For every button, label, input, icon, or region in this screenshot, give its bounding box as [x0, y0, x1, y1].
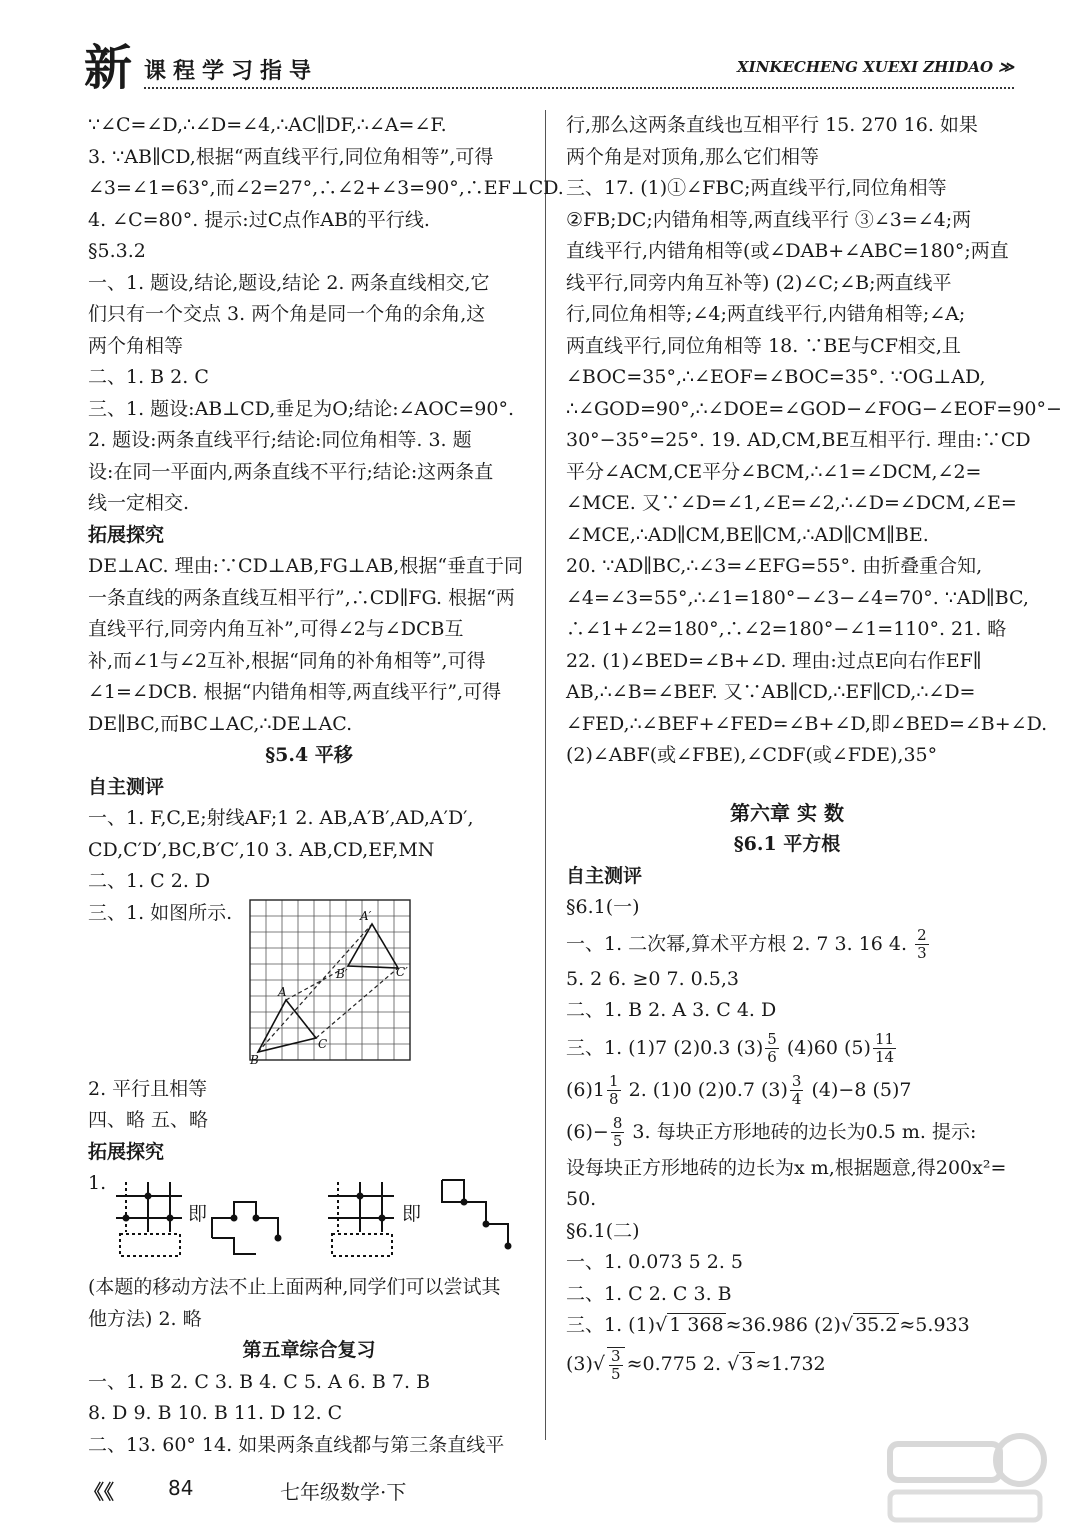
sub-section-6-1-2: §6.1(二)	[566, 1219, 640, 1242]
answer-line: DE⊥AC. 理由:∵CD⊥AB,FG⊥AB,根据“垂直于同	[88, 555, 524, 577]
answer-line: AB,∴∠B=∠BEF. 又∵AB∥CD,∴EF∥CD,∴∠D=	[566, 681, 976, 703]
answer-line: ∠MCE. 又∵∠D=∠1,∠E=∠2,∴∠D=∠DCM,∠E=	[566, 492, 1017, 514]
point-B: B	[250, 1052, 259, 1067]
chapter-6-title: 第六章 实 数	[730, 800, 844, 825]
subheading: 拓展探究	[88, 1140, 165, 1163]
fraction: $\frac{1}{8}$	[609, 1072, 619, 1108]
answer-line: 三、1. (1)√ 1 368 ≈36.986 (2)√ 35.2 ≈5.933	[566, 1314, 970, 1336]
answer-line: (本题的移动方法不止上面两种,同学们可以尝试其	[88, 1276, 501, 1298]
answer-line: 设:在同一平面内,两条直线不平行;结论:这两条直	[88, 460, 494, 483]
section-title: 第五章综合复习	[242, 1339, 376, 1361]
answer-line: 30°−35°=25°. 19. AD,CM,BE互相平行. 理由:∵CD	[566, 429, 1031, 451]
answer-line: ∠FED,∴∠BEF+∠FED=∠B+∠D,即∠BED=∠B+∠D.	[566, 712, 1048, 735]
answer-line: 二、1. B 2. C	[88, 366, 209, 388]
sub-section-6-1-1: §6.1(一)	[566, 896, 640, 918]
answer-line: 5. 2 6. ≥0 7. 0.5,3	[566, 967, 740, 990]
point-A2: A′	[360, 908, 372, 923]
answer-line: (6)− $\frac{8}{5}$ 3. 每块正方形地砖的边长为0.5 m. 提示:	[566, 1114, 977, 1150]
figure-label: 三、1. 如图所示.	[88, 901, 233, 924]
answer-line: §5.3.2	[88, 240, 146, 262]
answer-line: 行,同位角相等;∠4;两直线平行,内错角相等;∠A;	[566, 303, 966, 325]
footer-arrow-icon: 《《	[84, 1480, 114, 1504]
answer-line: 二、1. C 2. D	[88, 870, 211, 892]
answer-line: ∴∠1+∠2=180°,∴∠2=180°−∠1=110°. 21. 略	[566, 618, 1007, 640]
ji-label-1: 即	[188, 1203, 208, 1225]
answer-line: 两个角是对顶角,那么它们相等	[566, 145, 820, 168]
answer-line: 22. (1)∠BED=∠B+∠D. 理由:过点E向右作EF∥	[566, 649, 982, 672]
grid-diagram	[248, 898, 412, 1068]
answer-line: 补,而∠1与∠2互补,根据“同角的补角相等”,可得	[88, 649, 486, 672]
subheading: 自主测评	[88, 775, 165, 798]
answer-line: 4. ∠C=80°. 提示:过C点作AB的平行线.	[88, 208, 430, 231]
answer-line: 8. D 9. B 10. B 11. D 12. C	[88, 1402, 343, 1424]
answer-line: 20. ∵AD∥BC,∴∠3=∠EFG=55°. 由折叠重合知,	[566, 555, 983, 577]
answer-line: DE∥BC,而BC⊥AC,∴DE⊥AC.	[88, 712, 353, 735]
header-rule	[144, 87, 1014, 89]
left-text-block-1	[88, 110, 564, 898]
section-title: §5.4 平移	[265, 744, 353, 766]
answer-line: 一条直线的两条直线互相平行”,∴CD∥FG. 根据“两	[88, 586, 515, 609]
point-B2: B′	[336, 966, 348, 981]
header-title-en: XINKECHENG XUEXI ZHIDAO ≫	[737, 58, 1014, 76]
answer-line: 三、1. 题设:AB⊥CD,垂足为O;结论:∠AOC=90°.	[88, 397, 515, 420]
answer-line: 50.	[566, 1188, 597, 1210]
matchstick-diagram	[112, 1172, 532, 1268]
answer-line: 三、17. (1)①∠FBC;两直线平行,同位角相等	[566, 177, 947, 199]
answer-line: CD,C′D′,BC,B′C′,10 3. AB,CD,EF,MN	[88, 838, 435, 861]
answer-line: ∠4=∠3=55°,∴∠1=180°−∠3−∠4=70°. ∵AD∥BC,	[566, 586, 1029, 609]
answer-line: 直线平行,内错角相等(或∠DAB+∠ABC=180°;两直	[566, 240, 1009, 262]
book-title: 七年级数学·下	[280, 1480, 407, 1504]
answer-line: 两个角相等	[88, 334, 184, 357]
answer-line: 线平行,同旁内角互补等) (2)∠C;∠B;两直线平	[566, 271, 952, 294]
answer-line: 一、1. 题设,结论,题设,结论 2. 两条直线相交,它	[88, 271, 490, 294]
matchstick-figure	[88, 1168, 530, 1272]
answer-line: ∴∠GOD=90°,∴∠DOE=∠GOD−∠FOG−∠EOF=90°−	[566, 397, 1062, 420]
answer-line: 一、1. B 2. C 3. B 4. C 5. A 6. B 7. B	[88, 1370, 431, 1393]
answer-line: 四、略 五、略	[88, 1109, 209, 1131]
answer-line: 一、1. 0.073 5 2. 5	[566, 1251, 743, 1273]
ji-label-2: 即	[402, 1203, 422, 1225]
answer-line: 设每块正方形地砖的边长为x m,根据题意,得200x²=	[566, 1156, 1007, 1179]
point-C: C	[318, 1036, 328, 1051]
answer-line: (3)√ $\frac{3}{5}$ ≈0.775 2. √ 3 ≈1.732	[566, 1346, 826, 1383]
page-number: 84	[168, 1476, 194, 1500]
fraction: $\frac{3}{5}$	[607, 1347, 625, 1383]
answer-line: 他方法) 2. 略	[88, 1307, 202, 1330]
point-C2: C′	[396, 964, 408, 979]
answer-line: 2. 平行且相等	[88, 1077, 208, 1100]
subheading: 拓展探究	[88, 523, 165, 546]
answer-line: ∠BOC=35°,∴∠EOF=∠BOC=35°. ∵OG⊥AD,	[566, 366, 986, 388]
self-test-heading: 自主测评	[566, 864, 643, 887]
answer-line: (2)∠ABF(或∠FBE),∠CDF(或∠FDE),35°	[566, 744, 938, 766]
answer-line: 3. ∵AB∥CD,根据“两直线平行,同位角相等”,可得	[88, 145, 494, 168]
header-title: 课程学习指导	[144, 59, 319, 84]
answer-line: 直线平行,同旁内角互补”,可得∠2与∠DCB互	[88, 618, 464, 640]
answer-line: 一、1. 二次幂,算术平方根 2. 7 3. 16 4. $\frac{2}{3}$	[566, 926, 927, 962]
answer-line: ∠MCE,∴AD∥CM,BE∥CM,∴AD∥CM∥BE.	[566, 523, 929, 546]
watermark-logo-icon	[880, 1430, 1050, 1530]
answer-line: 2. 题设:两条直线平行;结论:同位角相等. 3. 题	[88, 429, 472, 451]
right-column	[566, 110, 1062, 1386]
answer-line: ②FB;DC;内错角相等,两直线平行 ③∠3=∠4;两	[566, 208, 972, 231]
answer-line: 线一定相交.	[88, 492, 190, 514]
fraction: $\frac{2}{3}$	[917, 926, 927, 962]
answer-line: (6)1 $\frac{1}{8}$ 2. (1)0 (2)0.7 (3) $\frac{3}{4}$ (4)−8 (5)7	[566, 1072, 912, 1108]
answer-line: 二、1. C 2. C 3. B	[566, 1282, 732, 1305]
fraction: $\frac{11}{14}$	[874, 1030, 895, 1066]
answer-line: 们只有一个交点 3. 两个角是同一个角的余角,这	[88, 303, 486, 325]
answer-line: 行,那么这两条直线也互相平行 15. 270 16. 如果	[566, 114, 978, 136]
answer-line: ∵∠C=∠D,∴∠D=∠4,∴AC∥DF,∴∠A=∠F.	[88, 114, 447, 136]
answer-line: ∠3=∠1=63°,而∠2=27°,∴∠2+∠3=90°,∴EF⊥CD.	[88, 177, 564, 199]
answer-line: 平分∠ACM,CE平分∠BCM,∴∠1=∠DCM,∠2=	[566, 460, 982, 483]
right-text-block-1	[566, 110, 1062, 772]
section-6-1-title: §6.1 平方根	[733, 833, 841, 855]
left-text-block-2	[88, 1074, 530, 1169]
fraction: $\frac{8}{5}$	[612, 1114, 623, 1150]
page-header	[84, 40, 1014, 96]
answer-line: 二、1. B 2. A 3. C 4. D	[566, 999, 777, 1021]
answer-line: 两直线平行,同位角相等 18. ∵BE与CF相交,且	[566, 334, 961, 357]
answer-line: 三、1. (1)7 (2)0.3 (3) $\frac{5}{6}$ (4)60 (5) $\frac{11}{14}$	[566, 1030, 895, 1066]
translation-figure	[88, 898, 530, 1074]
answer-line: 一、1. F,C,E;射线AF;1 2. AB,A′B′,AD,A′D′,	[88, 807, 474, 829]
left-text-block-3	[88, 1272, 530, 1461]
point-A: A	[278, 984, 287, 999]
answer-line: 二、13. 60° 14. 如果两条直线都与第三条直线平	[88, 1433, 505, 1456]
figure2-number: 1.	[88, 1172, 107, 1194]
column-divider	[545, 110, 546, 1440]
answer-line: ∠1=∠DCB. 根据“内错角相等,两直线平行”,可得	[88, 681, 502, 703]
left-column	[88, 110, 564, 1461]
header-logo: 新	[84, 40, 131, 96]
fraction: $\frac{3}{4}$	[791, 1072, 802, 1108]
fraction: $\frac{5}{6}$	[767, 1030, 777, 1066]
